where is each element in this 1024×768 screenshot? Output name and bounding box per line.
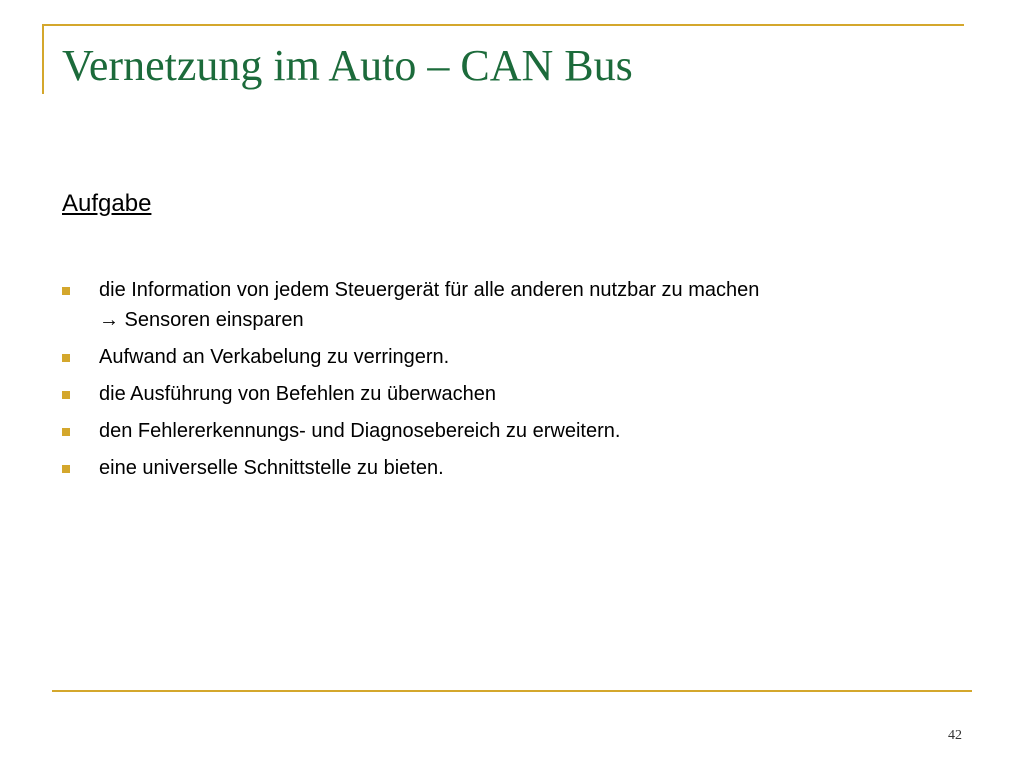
bullet-text-continuation: → Sensoren einsparen	[99, 309, 304, 331]
bullet-text: die Ausführung von Befehlen zu überwachen	[99, 383, 496, 405]
bullet-text: eine universelle Schnittstelle zu bieten.	[99, 457, 444, 479]
section-heading: Aufgabe	[62, 190, 152, 217]
bullet-list	[62, 275, 962, 490]
footer-divider	[52, 690, 972, 692]
square-bullet-icon	[62, 354, 70, 362]
bullet-item	[62, 379, 962, 409]
bullet-item	[62, 416, 962, 446]
bullet-text: den Fehlererkennungs- und Diagnosebereich zu erweitern.	[99, 420, 621, 442]
square-bullet-icon	[62, 465, 70, 473]
square-bullet-icon	[62, 428, 70, 436]
slide-title: Vernetzung im Auto – CAN Bus	[62, 41, 633, 90]
bullet-item	[62, 453, 962, 483]
bullet-item	[62, 342, 962, 372]
bullet-text: die Information von jedem Steuergerät für alle anderen nutzbar zu machen	[99, 279, 760, 301]
frame-top-line	[42, 24, 964, 26]
frame-left-line	[42, 24, 44, 94]
square-bullet-icon	[62, 287, 70, 295]
bullet-text: Aufwand an Verkabelung zu verringern.	[99, 346, 450, 368]
page-number: 42	[948, 728, 962, 743]
square-bullet-icon	[62, 391, 70, 399]
bullet-item	[62, 275, 962, 335]
